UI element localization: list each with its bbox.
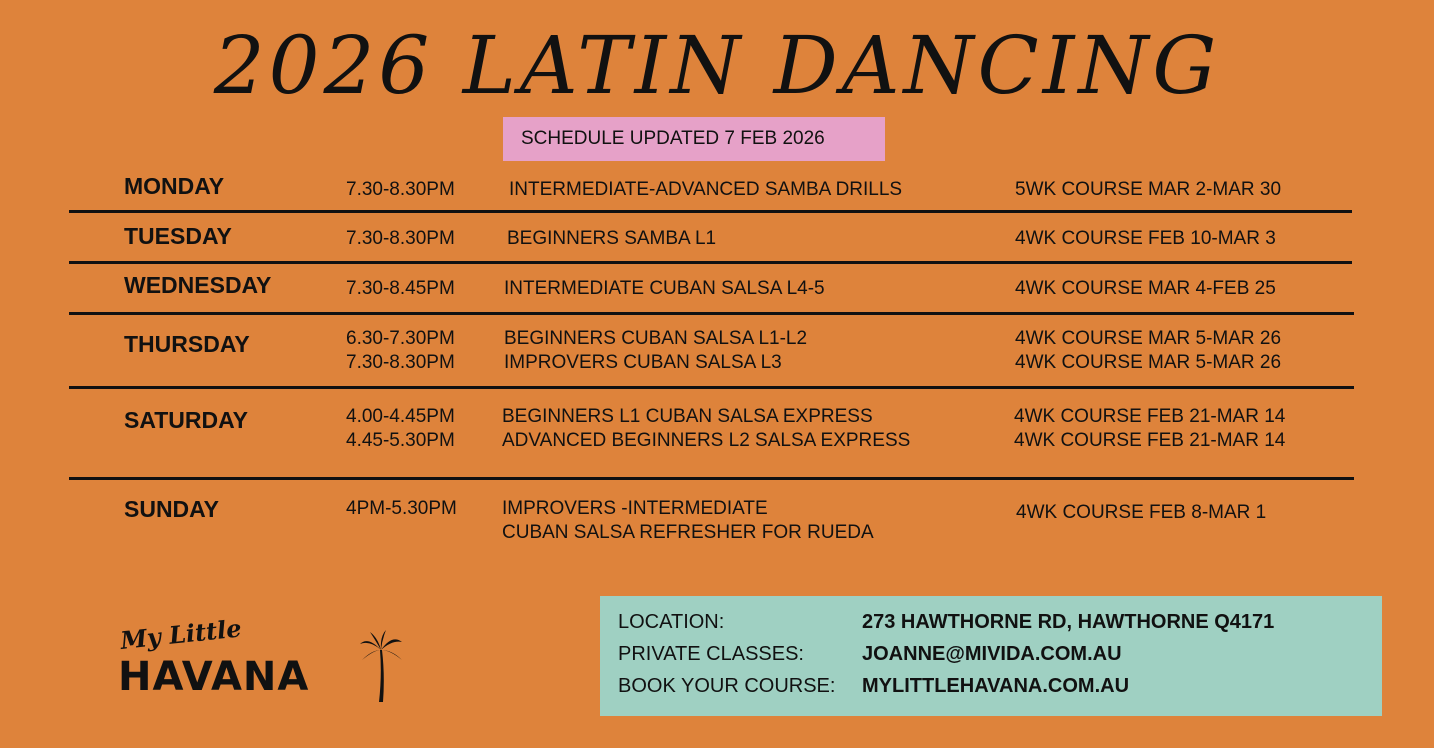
course-thursday-1: 4WK COURSE MAR 5-MAR 26 [1015, 328, 1282, 349]
location-value: 273 HAWTHORNE RD, HAWTHORNE Q4171 [862, 611, 1275, 633]
course-tuesday: 4WK COURSE FEB 10-MAR 3 [1015, 228, 1276, 249]
course-wednesday: 4WK COURSE MAR 4-FEB 25 [1015, 278, 1276, 299]
location-label: LOCATION: [618, 611, 725, 633]
palm-tree-icon [358, 630, 404, 702]
time-sunday: 4PM-5.30PM [346, 498, 457, 519]
time-tuesday: 7.30-8.30PM [346, 228, 455, 249]
schedule-updated-badge: SCHEDULE UPDATED 7 FEB 2026 [503, 117, 885, 161]
time-thursday-2: 7.30-8.30PM [346, 352, 455, 373]
time-saturday-2: 4.45-5.30PM [346, 430, 455, 451]
row-divider [69, 386, 1354, 389]
time-monday: 7.30-8.30PM [346, 179, 455, 200]
day-monday: MONDAY [124, 173, 225, 199]
row-divider [69, 261, 1352, 264]
class-monday: INTERMEDIATE-ADVANCED SAMBA DRILLS [509, 179, 903, 200]
day-thursday: THURSDAY [124, 331, 250, 357]
contact-info-box [600, 596, 1382, 716]
logo-tagline: My Little [118, 613, 243, 655]
day-tuesday: TUESDAY [124, 223, 232, 249]
class-thursday-1: BEGINNERS CUBAN SALSA L1-L2 [504, 328, 808, 349]
book-course-link[interactable]: MYLITTLEHAVANA.COM.AU [862, 675, 1130, 697]
class-saturday-1: BEGINNERS L1 CUBAN SALSA EXPRESS [502, 406, 873, 427]
course-thursday-2: 4WK COURSE MAR 5-MAR 26 [1015, 352, 1282, 373]
class-tuesday: BEGINNERS SAMBA L1 [507, 228, 717, 249]
book-course-label: BOOK YOUR COURSE: [618, 675, 836, 697]
row-divider [69, 477, 1354, 480]
day-sunday: SUNDAY [124, 496, 220, 522]
time-wednesday: 7.30-8.45PM [346, 278, 455, 299]
row-divider [69, 312, 1354, 315]
class-thursday-2: IMPROVERS CUBAN SALSA L3 [504, 352, 782, 373]
private-classes-label: PRIVATE CLASSES: [618, 643, 804, 665]
class-sunday-1: IMPROVERS -INTERMEDIATE [502, 498, 768, 519]
day-wednesday: WEDNESDAY [124, 272, 272, 298]
logo-wordmark: HAVANA [118, 654, 310, 700]
class-sunday-2: CUBAN SALSA REFRESHER FOR RUEDA [502, 522, 874, 543]
class-wednesday: INTERMEDIATE CUBAN SALSA L4-5 [504, 278, 825, 299]
private-classes-email[interactable]: JOANNE@MIVIDA.COM.AU [862, 643, 1122, 665]
course-saturday-1: 4WK COURSE FEB 21-MAR 14 [1014, 406, 1286, 427]
day-saturday: SATURDAY [124, 407, 248, 433]
time-saturday-1: 4.00-4.45PM [346, 406, 455, 427]
course-saturday-2: 4WK COURSE FEB 21-MAR 14 [1014, 430, 1286, 451]
course-monday: 5WK COURSE MAR 2-MAR 30 [1015, 179, 1282, 200]
my-little-havana-logo [118, 613, 418, 710]
course-sunday: 4WK COURSE FEB 8-MAR 1 [1016, 502, 1267, 523]
page-title: 2026 LATIN DANCING [213, 19, 1221, 112]
time-thursday-1: 6.30-7.30PM [346, 328, 455, 349]
class-saturday-2: ADVANCED BEGINNERS L2 SALSA EXPRESS [502, 430, 911, 451]
row-divider [69, 210, 1352, 213]
